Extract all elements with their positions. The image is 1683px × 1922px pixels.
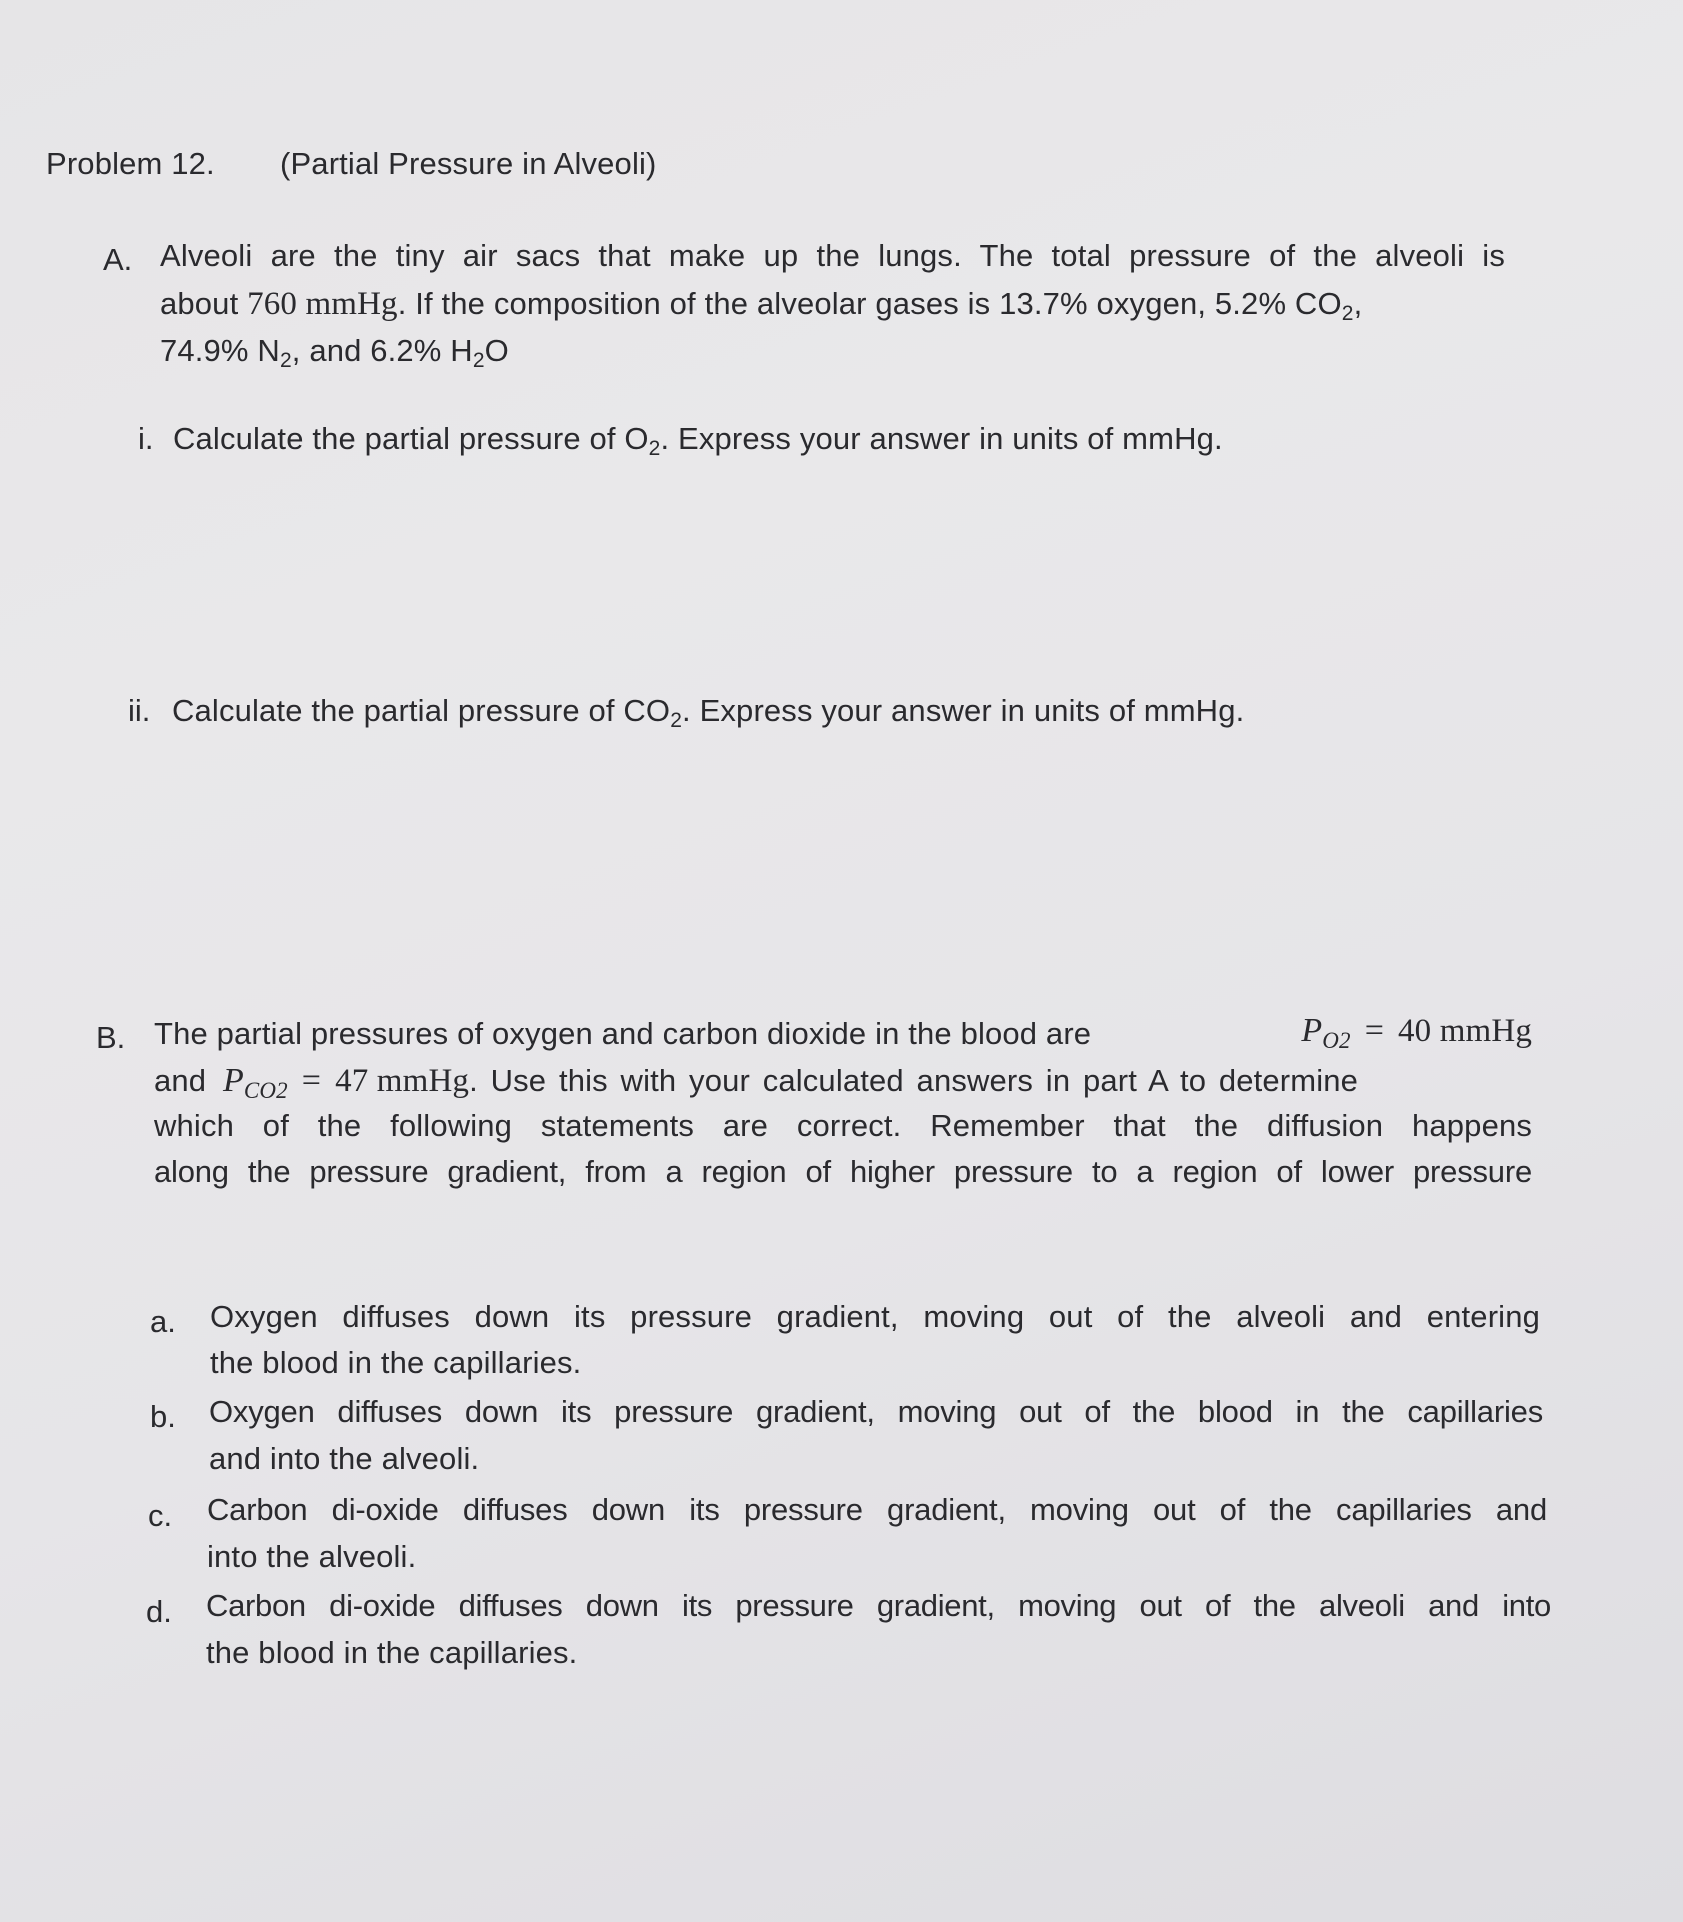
option-d-line-1: Carbon di-oxide diffuses down its pressure gradient, moving out of the alveoli and into bbox=[206, 1588, 1551, 1623]
question-ii-text: Calculate the partial pressure of $CO_2$. Express your answer in units of mmHg. bbox=[172, 693, 1245, 732]
option-b-line-1: Oxygen diffuses down its pressure gradient, moving out of the blood in the capillaries bbox=[209, 1394, 1543, 1429]
option-c-line-1: Carbon di-oxide diffuses down its pressure gradient, moving out of the capillaries and bbox=[207, 1492, 1547, 1527]
part-b-label: B. bbox=[96, 1020, 126, 1055]
part-a-line-3: 74.9% $N_2$, and 6.2% $H_2O$ bbox=[160, 333, 509, 372]
question-i-label: i. bbox=[138, 421, 154, 456]
option-d-label: d. bbox=[146, 1594, 172, 1629]
option-b-label: b. bbox=[150, 1399, 176, 1434]
option-a-line-2: the blood in the capillaries. bbox=[210, 1345, 582, 1380]
option-d-line-2: the blood in the capillaries. bbox=[206, 1635, 578, 1670]
question-ii-label: ii. bbox=[128, 693, 151, 728]
option-c-label: c. bbox=[148, 1498, 173, 1533]
option-a-line-1: Oxygen diffuses down its pressure gradient, moving out of the alveoli and entering bbox=[210, 1299, 1540, 1334]
option-c-line-2: into the alveoli. bbox=[207, 1539, 417, 1574]
question-i-text: Calculate the partial pressure of $O_2$. Express your answer in units of mmHg. bbox=[173, 421, 1223, 460]
part-b-line-3: which of the following statements are correct. Remember that the diffusion happens bbox=[154, 1108, 1532, 1143]
option-b-line-2: and into the alveoli. bbox=[209, 1441, 480, 1476]
problem-number: Problem 12. bbox=[46, 146, 215, 181]
part-b-line-4: along the pressure gradient, from a region of higher pressure to a region of lower pressure bbox=[154, 1154, 1532, 1189]
part-b-line-1: The partial pressures of oxygen and carbon dioxide in the blood are $P_{O2} = 40$ mmHg bbox=[154, 1012, 1532, 1053]
option-a-label: a. bbox=[150, 1304, 176, 1339]
problem-topic: (Partial Pressure in Alveoli) bbox=[280, 146, 657, 181]
part-a-line-2: about 760 mmHg. If the composition of the alveolar gases is 13.7% oxygen, 5.2% $CO_2$, bbox=[160, 286, 1363, 325]
pco2-equation: $P_{CO2} = 47$ mmHg bbox=[222, 1062, 470, 1103]
po2-equation: $P_{O2} = 40$ mmHg bbox=[1301, 1012, 1532, 1053]
part-b-line-2: and $P_{CO2} = 47$ mmHg. Use this with your calculated answers in part A to determine bbox=[154, 1062, 1359, 1103]
total-pressure-value: 760 mmHg bbox=[247, 286, 398, 322]
part-a-line-1: Alveoli are the tiny air sacs that make up the lungs. The total pressure of the alveoli is bbox=[160, 238, 1505, 273]
part-a-label: A. bbox=[103, 242, 133, 277]
